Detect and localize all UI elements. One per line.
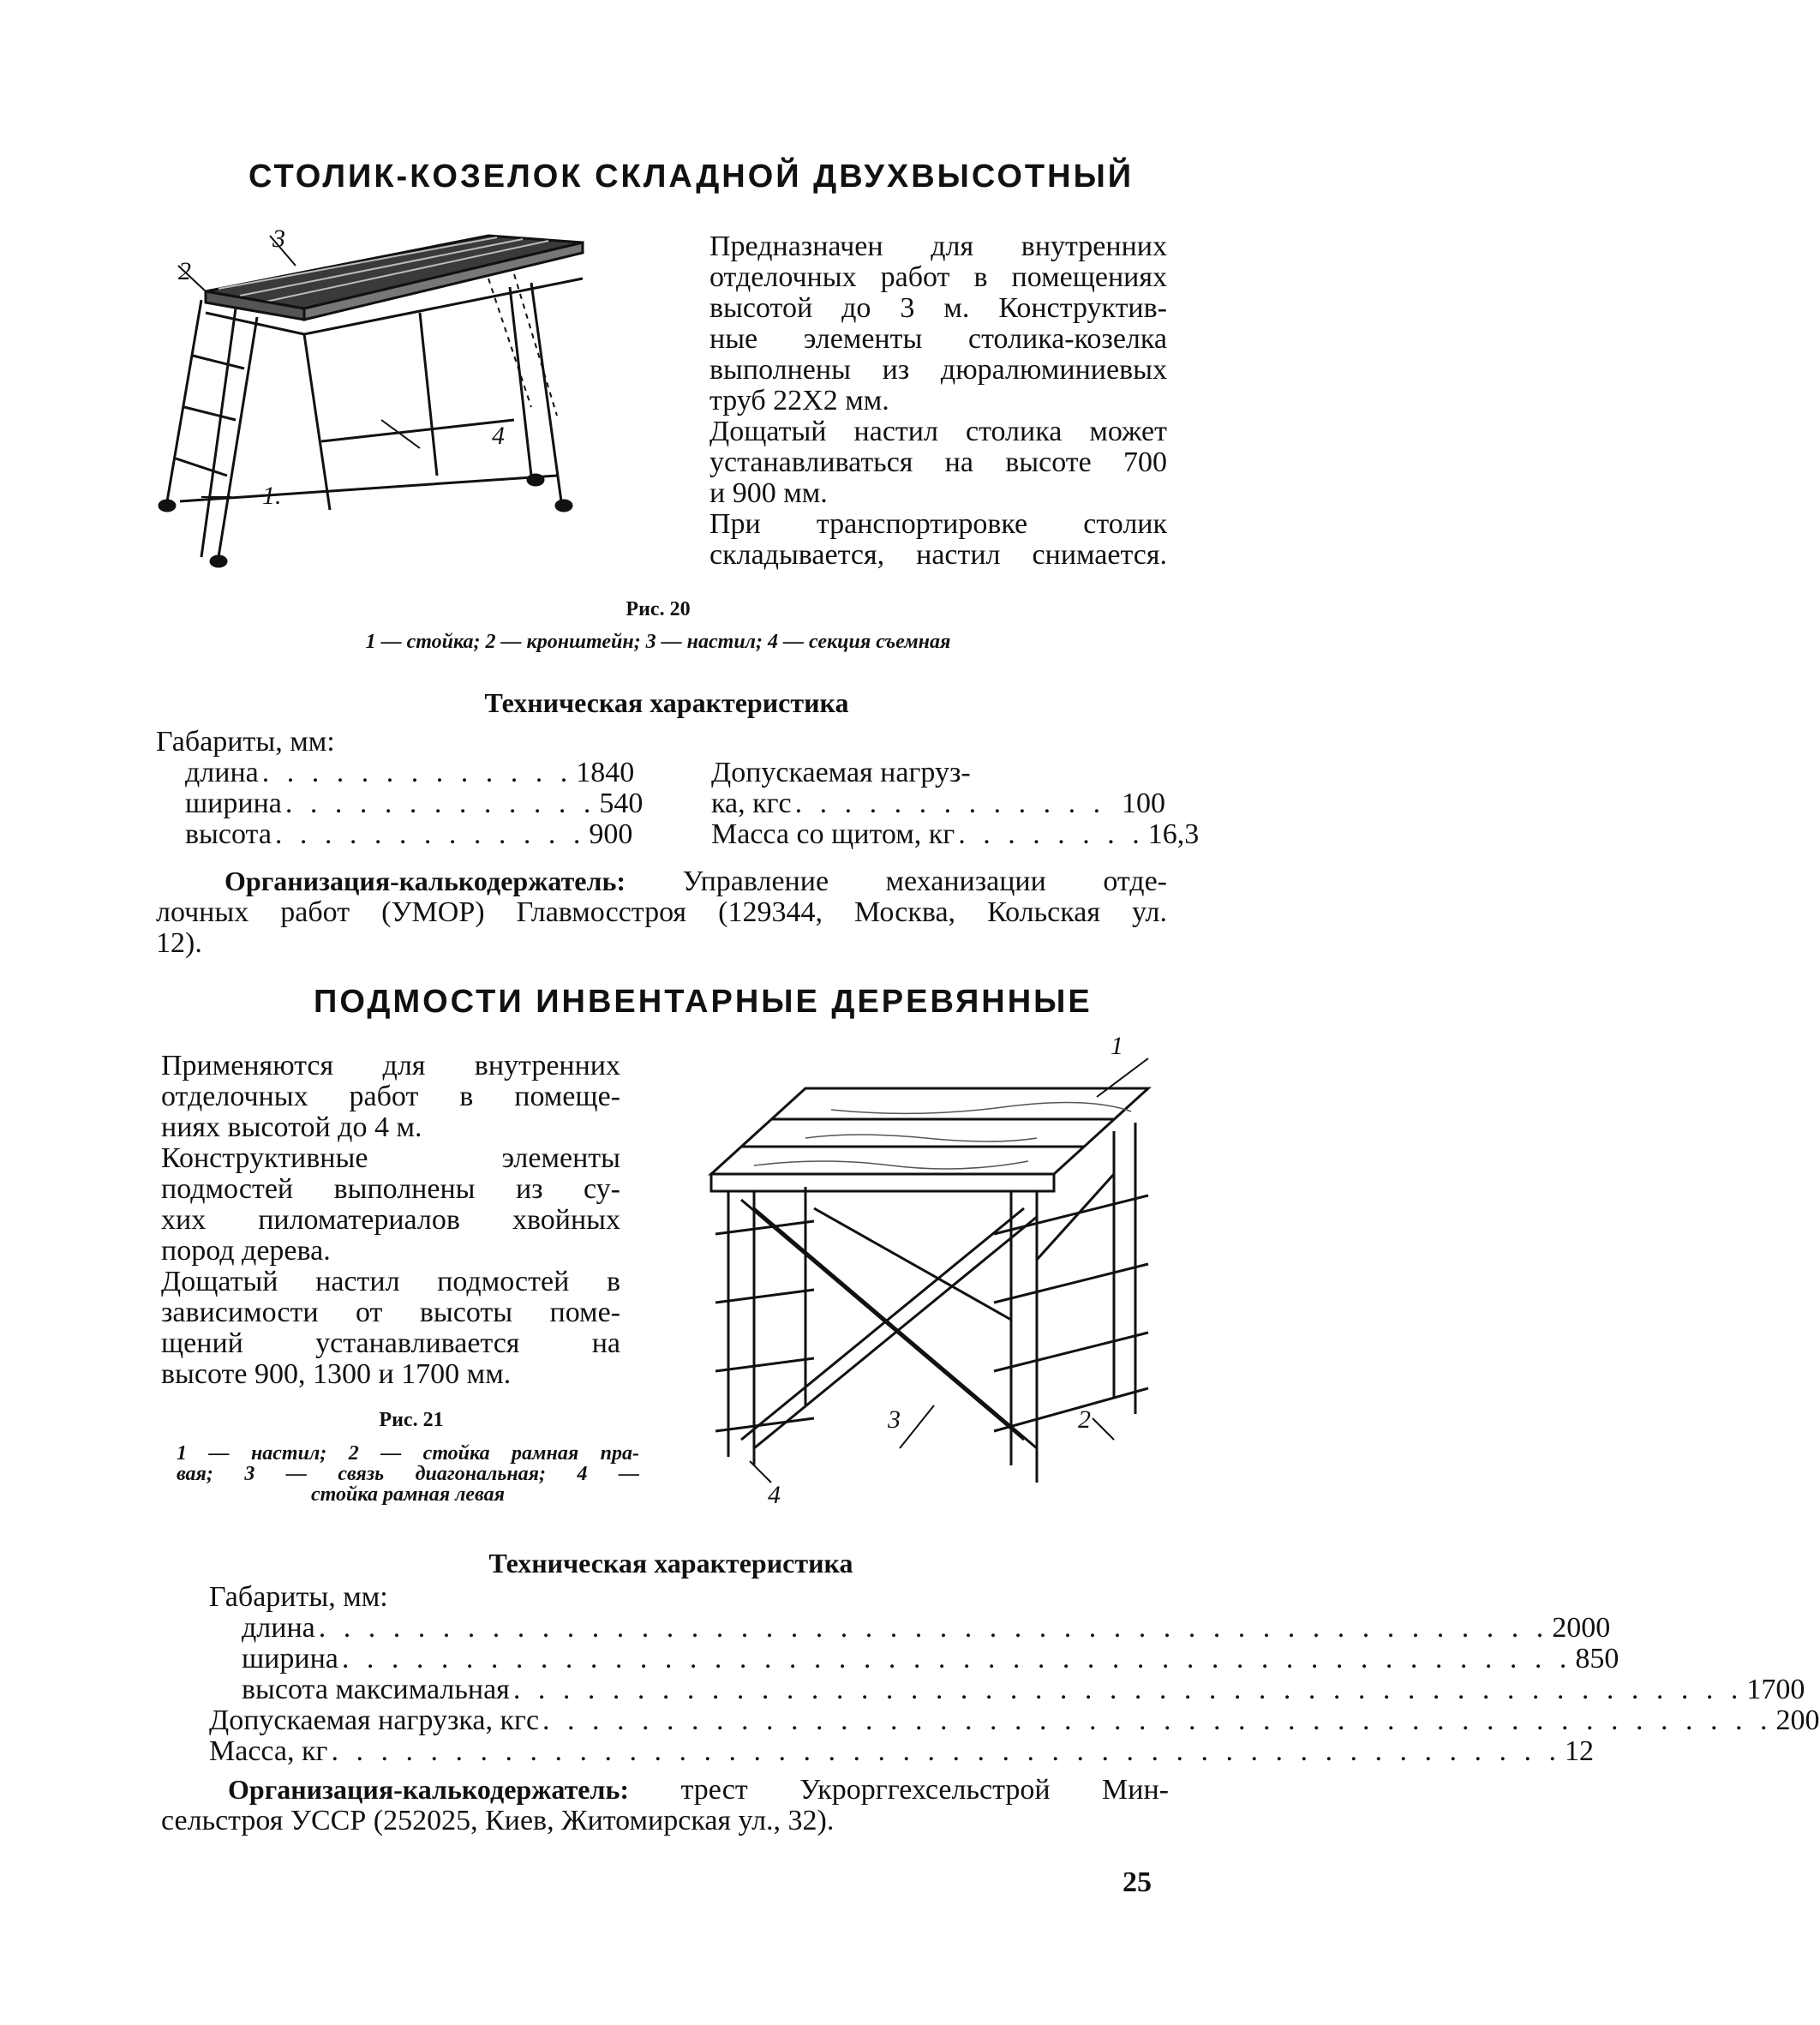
- spec-row: [209, 1643, 1619, 1675]
- desc-line: устанавливаться на высоте 700: [709, 446, 1167, 478]
- spec-value: 900: [589, 818, 633, 850]
- fig21-label-2: 2: [1078, 1405, 1091, 1434]
- desc-line: отделочных работ в помещениях: [709, 261, 1167, 293]
- spec-label: длина: [185, 757, 259, 788]
- leader-dots: . . . . . . . . . . . . . . . . . . . . . . . . . . . . . . . . . . . . . . . . . . . . . . . . . .: [318, 1612, 1549, 1644]
- desc-line: ные элементы столика-козелка: [709, 323, 1167, 355]
- fig20-caption: Рис. 20: [626, 598, 691, 620]
- spec-row: [209, 1735, 1594, 1767]
- desc-line: подмостей выполнены из су-: [161, 1173, 620, 1205]
- fig21-label-4: 4: [768, 1481, 781, 1509]
- section1-dims-label: Габариты, мм:: [156, 726, 335, 758]
- spec-row: [711, 788, 1165, 819]
- fig21-label-1: 1: [1111, 1032, 1123, 1060]
- spec-value: 200: [1775, 1704, 1820, 1736]
- spec-value: 1700: [1746, 1674, 1805, 1705]
- section1-description: [709, 231, 1167, 571]
- org-line: лочных работ (УМОР) Главмосстроя (129344, Москва, Кольская ул.: [156, 896, 1167, 928]
- desc-line: хих пиломатериалов хвойных: [161, 1204, 620, 1236]
- legend-line: стойка рамная левая: [311, 1483, 505, 1506]
- leader-dots: . . . . . . . .: [958, 818, 1145, 850]
- section1-dims-table: [185, 757, 644, 850]
- spec-label: высота: [185, 818, 272, 850]
- fig20-legend: 1 — стойка; 2 — кронштейн; 3 — настил; 4 — секция съемная: [365, 631, 951, 653]
- spec-row: [209, 1612, 1611, 1644]
- desc-line: зависимости от высоты поме-: [161, 1297, 620, 1328]
- spec-value: 540: [599, 788, 644, 819]
- leader-dots: . . . . . . . . . . . . . . . . . . . . . . . . . . . . . . . . . . . . . . . . . . . . . . . . . .: [542, 1704, 1773, 1736]
- desc-line: Дощатый настил столика может: [709, 416, 1167, 447]
- desc-line: Дощатый настил подмостей в: [161, 1266, 620, 1297]
- section2-organization: [161, 1774, 1169, 1836]
- org-line: [161, 1774, 1169, 1806]
- org-line: 12).: [156, 927, 202, 959]
- fig21-legend: [177, 1443, 639, 1505]
- spec-row: [185, 818, 633, 850]
- desc-line: ниях высотой до 4 м.: [161, 1111, 422, 1143]
- section2-specs-heading: Техническая характеристика: [488, 1548, 853, 1579]
- fig21-caption: Рис. 21: [379, 1409, 444, 1431]
- desc-line: складывается, настил снимается.: [709, 539, 1167, 571]
- desc-line: высоте 900, 1300 и 1700 мм.: [161, 1358, 512, 1390]
- desc-line: выполнены из дюралюминиевых: [709, 354, 1167, 386]
- org-text: Управление механизации отде-: [682, 866, 1167, 897]
- legend-line: 1 — настил; 2 — стойка рамная пра-: [177, 1442, 639, 1465]
- org-text: трест Укрорггехсельстрой Мин-: [680, 1774, 1169, 1806]
- spec-label: ширина: [185, 788, 282, 819]
- desc-line: щений устанавливается на: [161, 1327, 620, 1359]
- desc-line: труб 22Х2 мм.: [709, 385, 889, 416]
- spec-label: ка, кгс: [711, 788, 792, 819]
- page-number: 25: [1123, 1866, 1152, 1898]
- leader-dots: . . . . . . . . . . . . .: [284, 788, 596, 819]
- spec-row: [711, 758, 1165, 788]
- fig20-label-3: 3: [272, 225, 285, 253]
- leader-dots: . . . . . . . . . . . . .: [274, 818, 586, 850]
- org-line: [156, 866, 1167, 897]
- desc-line: отделочных работ в помеще-: [161, 1081, 620, 1112]
- figure-21-wooden-scaffold: [703, 1037, 1165, 1517]
- section2-title: ПОДМОСТИ ИНВЕНТАРНЫЕ ДЕРЕВЯННЫЕ: [314, 984, 1093, 1020]
- spec-row: [185, 757, 635, 788]
- spec-label: Допускаемая нагруз-: [711, 757, 971, 788]
- org-label: Организация-калькодержатель:: [228, 1774, 630, 1805]
- spec-value: 16,3: [1147, 818, 1200, 850]
- leader-dots: . . . . . . . . . . . . . . . . . . . . . . . . . . . . . . . . . . . . . . . . . . . . . . . . . .: [341, 1643, 1572, 1675]
- leader-dots: . . . . . . . . . . . . . . . . . . . . . . . . . . . . . . . . . . . . . . . . . . . . . . . . . .: [512, 1674, 1744, 1705]
- section2-dims-label: Габариты, мм:: [209, 1581, 388, 1613]
- spec-value: 100: [1122, 788, 1165, 819]
- section1-organization: [156, 866, 1167, 959]
- section2-description: [161, 1051, 620, 1390]
- leader-dots: . . . . . . . . . . . . .: [261, 757, 573, 788]
- spec-row: [209, 1674, 1805, 1705]
- spec-label: Допускаемая нагрузка, кгс: [209, 1704, 540, 1736]
- section1-specs-heading: Техническая характеристика: [484, 687, 849, 718]
- org-line: сельстроя УССР (252025, Киев, Житомирская ул., 32).: [161, 1805, 835, 1836]
- org-label: Организация-калькодержатель:: [225, 866, 626, 896]
- section1-load-mass-table: [711, 757, 1200, 850]
- fig20-label-1: 1.: [262, 482, 282, 510]
- spec-label: Масса со щитом, кг: [711, 818, 955, 850]
- fig21-label-3: 3: [888, 1405, 901, 1434]
- desc-line: Применяются для внутренних: [161, 1050, 620, 1081]
- spec-row: [711, 818, 1200, 850]
- desc-line: При транспортировке столик: [709, 508, 1167, 540]
- section2-specs-table: [209, 1612, 1820, 1767]
- desc-line: Предназначен для внутренних: [709, 231, 1167, 262]
- desc-line: и 900 мм.: [709, 477, 828, 509]
- spec-value: 850: [1575, 1643, 1619, 1675]
- fig20-label-4: 4: [492, 422, 505, 450]
- section1-title: СТОЛИК-КОЗЕЛОК СКЛАДНОЙ ДВУХВЫСОТНЫЙ: [248, 159, 1135, 195]
- figure-20-trestle-table: [154, 219, 634, 578]
- spec-label: высота максимальная: [242, 1674, 510, 1705]
- legend-line: вая; 3 — связь диагональная; 4 —: [177, 1463, 639, 1485]
- fig20-label-2: 2: [178, 257, 191, 285]
- leader-dots: . . . . . . . . . . . . .: [794, 788, 1106, 819]
- spec-label: ширина: [242, 1643, 338, 1675]
- spec-value: 1840: [576, 757, 635, 788]
- spec-label: Масса, кг: [209, 1735, 328, 1767]
- desc-line: Конструктивные элементы: [161, 1142, 620, 1174]
- spec-row: [185, 788, 644, 819]
- leader-dots: . . . . . . . . . . . . . . . . . . . . . . . . . . . . . . . . . . . . . . . . . . . . . . . . . .: [331, 1735, 1561, 1767]
- spec-value: 12: [1564, 1735, 1594, 1767]
- desc-line: высотой до 3 м. Конструктив-: [709, 292, 1167, 324]
- spec-value: 2000: [1552, 1612, 1611, 1644]
- spec-row: [209, 1704, 1820, 1736]
- desc-line: пород дерева.: [161, 1235, 331, 1267]
- spec-label: длина: [242, 1612, 315, 1644]
